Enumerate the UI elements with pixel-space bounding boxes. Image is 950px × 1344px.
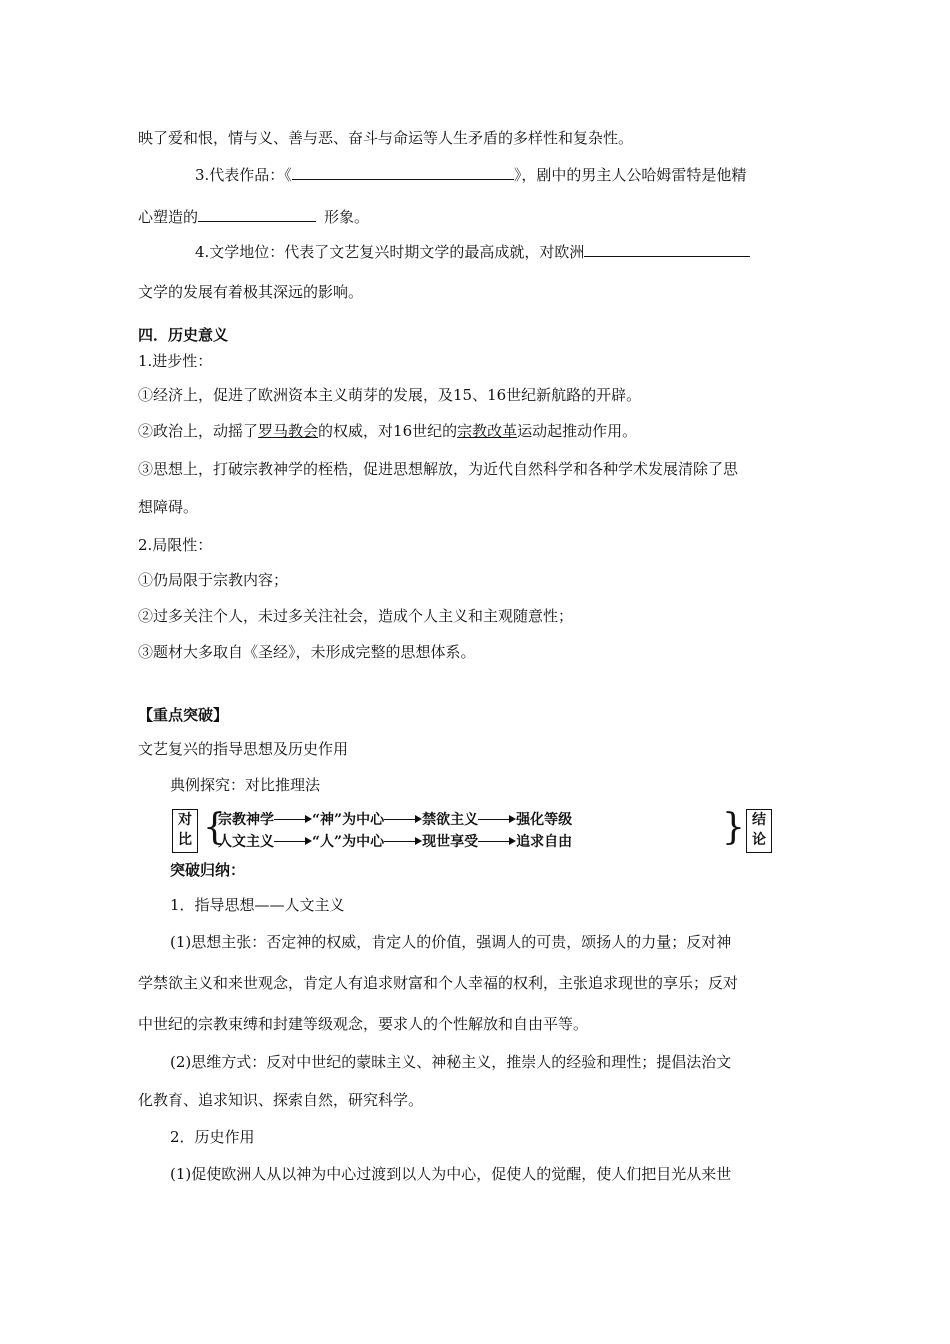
example-label: 典例探究：对比推理法: [170, 776, 321, 794]
arrow-icon: [274, 837, 312, 847]
guide-para-1-cont: 中世纪的宗教束缚和封建等级观念，要求人的个性解放和自由平等。: [138, 1015, 589, 1033]
comparison-diagram: [172, 807, 782, 855]
conclusion-label-box: 结 论: [746, 809, 772, 853]
progress-title: 1.进步性：: [138, 352, 213, 370]
diagram-cell: 强化等级: [516, 812, 573, 828]
underlined-term: 宗教改革: [457, 422, 518, 440]
right-brace: }: [722, 807, 745, 848]
diagram-cell: 宗教神学: [218, 812, 274, 828]
guide-para-2-cont: 化教育、追求知识、探索自然，研究科学。: [138, 1091, 424, 1109]
arrow-icon: [274, 815, 312, 825]
progress-item-3: ③思想上，打破宗教神学的桎梏，促进思想解放，为近代自然科学和各种学术发展清除了思: [138, 460, 739, 478]
diagram-cell: 人文主义: [218, 834, 274, 850]
underlined-term: 罗马教会: [258, 422, 319, 440]
focus-heading: 【重点突破】: [138, 706, 229, 724]
guide-para-1: (1)思想主张：否定神的权威，肯定人的价值，强调人的可贵，颂扬人的力量；反对神: [170, 933, 732, 951]
compare-label-box: 对 比: [172, 809, 198, 853]
answer-blank-image[interactable]: [198, 205, 316, 222]
diagram-row-religion: [218, 810, 572, 830]
answer-blank-work[interactable]: [292, 163, 514, 180]
item3-cont-line: [138, 205, 369, 227]
p2-text-a: ②政治上，动摇了: [138, 422, 259, 440]
arrow-icon: [384, 815, 422, 825]
diagram-cell: 现世享受: [422, 834, 479, 850]
item3-cont-prefix: 心塑造的: [138, 208, 199, 226]
limit-item-2: ②过多关注个人，未过多关注社会，造成个人主义和主观随意性；: [138, 607, 574, 625]
role-para-1: (1)促使欧洲人从以神为中心过渡到以人为中心，促使人的觉醒，使人们把目光从来世: [170, 1165, 732, 1183]
progress-item-3-cont: 想障碍。: [138, 498, 199, 516]
progress-item-2: [138, 421, 637, 441]
progress-item-1: ①经济上，促进了欧洲资本主义萌芽的发展，及15、16世纪新航路的开辟。: [138, 386, 642, 404]
guide-para-1-cont: 学禁欲主义和来世观念，肯定人有追求财富和个人幸福的权利，主张追求现世的享乐；反对: [138, 974, 739, 992]
guide-para-2: (2)思维方式：反对中世纪的蒙昧主义、神秘主义，推崇人的经验和理性；提倡法治文: [170, 1053, 732, 1071]
paragraph-line: 映了爱和恨，情与义、善与恶、奋斗与命运等人生矛盾的多样性和复杂性。: [138, 129, 634, 147]
diagram-row-humanism: [218, 832, 572, 852]
item4-line: [195, 240, 750, 262]
p2-text-b: 的权威，对16世纪的: [318, 422, 458, 440]
diagram-cell: “人”为中心: [312, 834, 385, 850]
item3-cont-suffix: 形象。: [324, 208, 370, 226]
limit-title: 2.局限性：: [138, 536, 213, 554]
summary-heading: 突破归纳：: [170, 861, 246, 879]
left-brace: {: [203, 807, 226, 848]
role-title: 2．历史作用: [170, 1128, 255, 1146]
limit-item-1: ①仍局限于宗教内容；: [138, 571, 289, 589]
section-heading: 四．历史意义: [138, 326, 229, 344]
diagram-cell: “神”为中心: [312, 812, 385, 828]
answer-blank-literature[interactable]: [584, 240, 750, 257]
item3-line: [195, 163, 746, 185]
arrow-icon: [478, 837, 516, 847]
arrow-icon: [478, 815, 516, 825]
focus-topic: 文艺复兴的指导思想及历史作用: [138, 740, 349, 758]
diagram-cell: 追求自由: [516, 834, 573, 850]
guide-title: 1．指导思想——人文主义: [170, 896, 345, 914]
limit-item-3: ③题材大多取自《圣经》，未形成完整的思想体系。: [138, 643, 476, 661]
diagram-cell: 禁欲主义: [422, 812, 479, 828]
p2-text-c: 运动起推动作用。: [517, 422, 638, 440]
arrow-icon: [384, 837, 422, 847]
item3-prefix: 3.代表作品：《: [195, 166, 292, 184]
item4-prefix: 4.文学地位：代表了文艺复兴时期文学的最高成就，对欧洲: [195, 243, 585, 261]
item4-cont-line: 文学的发展有着极其深远的影响。: [138, 283, 364, 301]
item3-mid: 》，剧中的男主人公哈姆雷特是他精: [513, 166, 747, 184]
